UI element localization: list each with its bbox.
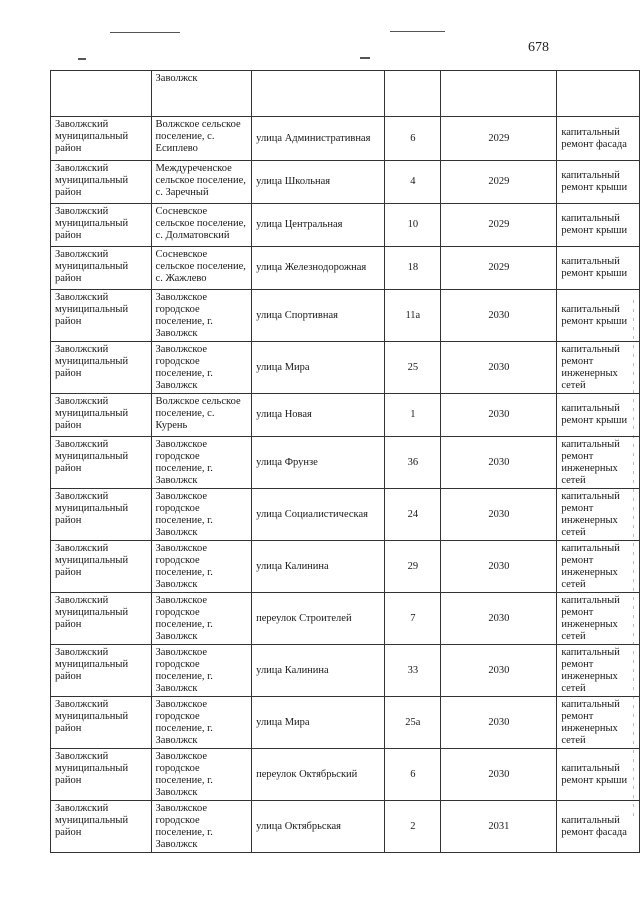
- house-number-cell: 24: [385, 489, 441, 541]
- house-number-cell: 36: [385, 437, 441, 489]
- page-number: 678: [528, 40, 549, 55]
- street-cell: улица Спортивная: [252, 290, 385, 342]
- settlement-cell: Заволжск: [151, 71, 252, 117]
- year-cell: 2030: [441, 593, 557, 645]
- district-cell: [51, 71, 152, 117]
- settlement-cell: Заволжское городское поселение, г. Заволжск: [151, 645, 252, 697]
- year-cell: 2029: [441, 247, 557, 290]
- work-type-cell: капитальный ремонт крыши: [557, 204, 640, 247]
- house-number-cell: 1: [385, 394, 441, 437]
- street-cell: улица Мира: [252, 697, 385, 749]
- house-number-cell: 33: [385, 645, 441, 697]
- year-cell: 2029: [441, 204, 557, 247]
- work-type-cell: капитальный ремонт крыши: [557, 161, 640, 204]
- settlement-cell: Заволжское городское поселение, г. Заволжск: [151, 437, 252, 489]
- settlement-cell: Заволжское городское поселение, г. Заволжск: [151, 801, 252, 853]
- year-cell: 2030: [441, 645, 557, 697]
- district-cell: Заволжский муниципальный район: [51, 204, 152, 247]
- house-number-cell: 10: [385, 204, 441, 247]
- house-number-cell: 6: [385, 749, 441, 801]
- scan-artifact-mark: [360, 57, 370, 59]
- year-cell: 2030: [441, 489, 557, 541]
- settlement-cell: Волжское сельское поселение, с. Курень: [151, 394, 252, 437]
- work-type-cell: капитальный ремонт крыши: [557, 394, 640, 437]
- work-type-cell: капитальный ремонт фасада: [557, 117, 640, 161]
- work-type-cell: капитальный ремонт крыши: [557, 290, 640, 342]
- work-type-cell: капитальный ремонт инженерных сетей: [557, 645, 640, 697]
- street-cell: переулок Строителей: [252, 593, 385, 645]
- year-cell: 2030: [441, 290, 557, 342]
- year-cell: 2030: [441, 541, 557, 593]
- district-cell: Заволжский муниципальный район: [51, 697, 152, 749]
- street-cell: улица Фрунзе: [252, 437, 385, 489]
- district-cell: Заволжский муниципальный район: [51, 541, 152, 593]
- year-cell: 2031: [441, 801, 557, 853]
- scan-artifact-line: [390, 31, 445, 32]
- district-cell: Заволжский муниципальный район: [51, 117, 152, 161]
- scan-artifact-mark: [78, 58, 86, 60]
- table-row: [51, 117, 640, 161]
- settlement-cell: Сосневское сельское поселение, с. Долматовский: [151, 204, 252, 247]
- table-row: [51, 204, 640, 247]
- settlement-cell: Заволжское городское поселение, г. Заволжск: [151, 697, 252, 749]
- work-type-cell: капитальный ремонт инженерных сетей: [557, 342, 640, 394]
- table-row: [51, 437, 640, 489]
- street-cell: улица Октябрьская: [252, 801, 385, 853]
- street-cell: улица Железнодорожная: [252, 247, 385, 290]
- house-number-cell: [385, 71, 441, 117]
- house-number-cell: 25а: [385, 697, 441, 749]
- house-number-cell: 2: [385, 801, 441, 853]
- work-type-cell: капитальный ремонт инженерных сетей: [557, 593, 640, 645]
- district-cell: Заволжский муниципальный район: [51, 247, 152, 290]
- house-number-cell: 7: [385, 593, 441, 645]
- table-row: [51, 342, 640, 394]
- work-type-cell: капитальный ремонт инженерных сетей: [557, 541, 640, 593]
- settlement-cell: Заволжское городское поселение, г. Заволжск: [151, 290, 252, 342]
- district-cell: Заволжский муниципальный район: [51, 290, 152, 342]
- work-type-cell: [557, 71, 640, 117]
- table-row: [51, 290, 640, 342]
- table-row: [51, 801, 640, 853]
- settlement-cell: Заволжское городское поселение, г. Заволжск: [151, 342, 252, 394]
- street-cell: улица Школьная: [252, 161, 385, 204]
- house-number-cell: 11а: [385, 290, 441, 342]
- district-cell: Заволжский муниципальный район: [51, 342, 152, 394]
- settlement-cell: Заволжское городское поселение, г. Заволжск: [151, 541, 252, 593]
- district-cell: Заволжский муниципальный район: [51, 394, 152, 437]
- table-row: [51, 247, 640, 290]
- district-cell: Заволжский муниципальный район: [51, 489, 152, 541]
- table-row: [51, 645, 640, 697]
- settlement-cell: Волжское сельское поселение, с. Есиплево: [151, 117, 252, 161]
- year-cell: 2030: [441, 697, 557, 749]
- table-row: [51, 161, 640, 204]
- settlement-cell: Заволжское городское поселение, г. Заволжск: [151, 489, 252, 541]
- district-cell: Заволжский муниципальный район: [51, 437, 152, 489]
- settlement-cell: Междуреченское сельское поселение, с. Заречный: [151, 161, 252, 204]
- street-cell: [252, 71, 385, 117]
- street-cell: улица Социалистическая: [252, 489, 385, 541]
- year-cell: 2030: [441, 342, 557, 394]
- table-row: [51, 541, 640, 593]
- table-row: [51, 593, 640, 645]
- district-cell: Заволжский муниципальный район: [51, 161, 152, 204]
- settlement-cell: Сосневское сельское поселение, с. Жажлево: [151, 247, 252, 290]
- year-cell: 2030: [441, 394, 557, 437]
- street-cell: улица Калинина: [252, 541, 385, 593]
- street-cell: улица Новая: [252, 394, 385, 437]
- table-row: [51, 489, 640, 541]
- table-row: [51, 749, 640, 801]
- district-cell: Заволжский муниципальный район: [51, 749, 152, 801]
- work-type-cell: капитальный ремонт инженерных сетей: [557, 437, 640, 489]
- table-row: [51, 71, 640, 117]
- housing-repair-table: [50, 70, 640, 853]
- scan-artifact-line: [110, 32, 180, 33]
- district-cell: Заволжский муниципальный район: [51, 645, 152, 697]
- house-number-cell: 6: [385, 117, 441, 161]
- street-cell: улица Административная: [252, 117, 385, 161]
- year-cell: 2029: [441, 161, 557, 204]
- street-cell: улица Калинина: [252, 645, 385, 697]
- year-cell: 2030: [441, 749, 557, 801]
- district-cell: Заволжский муниципальный район: [51, 801, 152, 853]
- house-number-cell: 29: [385, 541, 441, 593]
- street-cell: переулок Октябрьский: [252, 749, 385, 801]
- work-type-cell: капитальный ремонт крыши: [557, 247, 640, 290]
- house-number-cell: 18: [385, 247, 441, 290]
- table-row: [51, 394, 640, 437]
- work-type-cell: капитальный ремонт инженерных сетей: [557, 697, 640, 749]
- settlement-cell: Заволжское городское поселение, г. Заволжск: [151, 593, 252, 645]
- year-cell: 2029: [441, 117, 557, 161]
- work-type-cell: капитальный ремонт инженерных сетей: [557, 489, 640, 541]
- street-cell: улица Мира: [252, 342, 385, 394]
- house-number-cell: 25: [385, 342, 441, 394]
- year-cell: [441, 71, 557, 117]
- table-row: [51, 697, 640, 749]
- street-cell: улица Центральная: [252, 204, 385, 247]
- district-cell: Заволжский муниципальный район: [51, 593, 152, 645]
- settlement-cell: Заволжское городское поселение, г. Заволжск: [151, 749, 252, 801]
- work-type-cell: капитальный ремонт крыши: [557, 749, 640, 801]
- year-cell: 2030: [441, 437, 557, 489]
- work-type-cell: капитальный ремонт фасада: [557, 801, 640, 853]
- house-number-cell: 4: [385, 161, 441, 204]
